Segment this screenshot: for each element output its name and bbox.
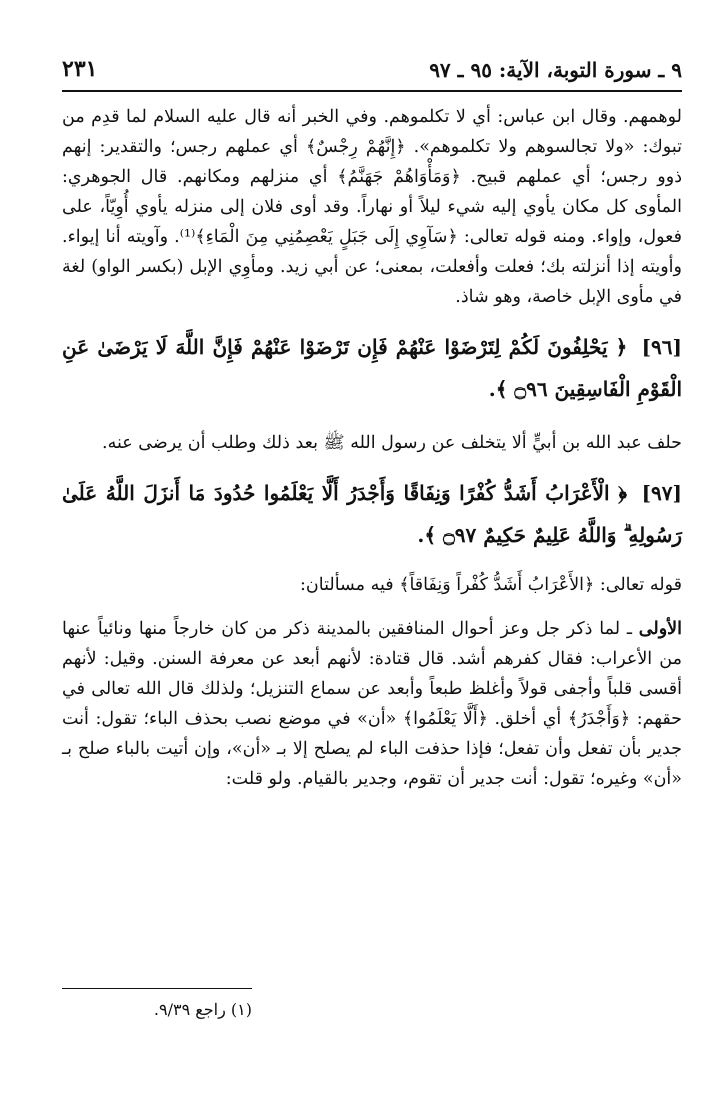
page-header	[62, 50, 682, 92]
paragraph-1: لوهمهم. وقال ابن عباس: أي لا تكلموهم. وفي الخبر أنه قال عليه السلام لما قدِم من تبوك: «ولا تجالسوهم ولا تكلموهم». ﴿إِنَّهُمْ رِجْسٌ﴾ أي عملهم رجس؛ والتقدير: إنهم ذوو رجس؛ أي عملهم قبيح. ﴿وَمَأْوَاهُمْ جَهَنَّمُ﴾ أي منزلهم ومكانهم. قال الجوهري: المأوى كل مكان يأوي إليه شيء ليلاً أو نهاراً. وقد أوى فلان إلى منزله يأوي أُوِيّاً، على فعول، وإواء. ومنه قوله تعالى: ﴿سَآوِي إِلَى جَبَلٍ يَعْصِمُنِي مِنَ الْمَاءِ﴾⁽¹⁾. وآويته أنا إيواء. وأويته إذا أنزلته بك؛ فعلت وأفعلت، بمعنى؛ عن أبي زيد. ومأوِي الإبل (بكسر الواو) لغة في مأوى الإبل خاصة، وهو شاذ.	[62, 107, 682, 307]
verse-97-text: ﴿ الْأَعْرَابُ أَشَدُّ كُفْرًا وَنِفَاقًا وَأَجْدَرُ أَلَّا يَعْلَمُوا حُدُودَ مَا أَنزَلَ اللَّهُ عَلَىٰ رَسُولِهِ ۗ وَاللَّهُ عَلِيمٌ حَكِيمٌ ۝٩٧ ﴾.	[62, 481, 682, 547]
paragraph-3: قوله تعالى: ﴿الأَعْرَابُ أَشَدُّ كُفْراً وَنِفَاقاً﴾ فيه مسألتان:	[300, 575, 682, 595]
verse-97	[62, 472, 682, 556]
paragraph-4-lead: الأولى	[638, 619, 682, 639]
footnote: (١) راجع ٩/٣٩.	[153, 1000, 252, 1019]
footnote-divider	[62, 988, 252, 989]
verse-96-number: [٩٦]	[641, 335, 682, 359]
paragraph-4	[62, 614, 682, 794]
page-number: ٢٣١	[62, 56, 98, 82]
paragraph-2: حلف عبد الله بن أبيٍّ ألا يتخلف عن رسول الله ﷺ بعد ذلك وطلب أن يرضى عنه.	[102, 433, 682, 453]
verse-97-number: [٩٧]	[641, 481, 682, 505]
running-title: ٩ ـ سورة التوبة، الآية: ٩٥ ـ ٩٧	[429, 58, 682, 82]
paragraph-4-text: ـ لما ذكر جل وعز أحوال المنافقين بالمدينة ذكر من كان خارجاً منها ونائياً عنها من الأعراب: فقال كفرهم أشد. قال قتادة: لأنهم أبعد عن معرفة السنن. وقيل: لأنهم أقسى قلباً وأجفى قولاً وأغلظ طبعاً وأبعد عن سماع التنزيل؛ ولذلك قال الله تعالى في حقهم: ﴿وَأَجْدَرُ﴾ أي أخلق. ﴿أَلَّا يَعْلَمُوا﴾ «أن» في موضع نصب بحذف الباء؛ تقول: أنت جدير بأن تفعل وأن تفعل؛ فإذا حذفت الباء لم يصلح إلا بـ «أن»، وإن أتيت بالباء صلح بـ «أن» وغيره؛ تقول: أنت جدير أن تقوم، وجدير بالقيام. ولو قلت:	[62, 619, 683, 789]
verse-96	[62, 326, 682, 410]
page-body	[62, 50, 682, 794]
verse-96-text: ﴿ يَحْلِفُونَ لَكُمْ لِتَرْضَوْا عَنْهُمْ فَإِن تَرْضَوْا عَنْهُمْ فَإِنَّ اللَّهَ لَا يَرْضَىٰ عَنِ الْقَوْمِ الْفَاسِقِينَ ۝٩٦ ﴾.	[62, 335, 682, 401]
